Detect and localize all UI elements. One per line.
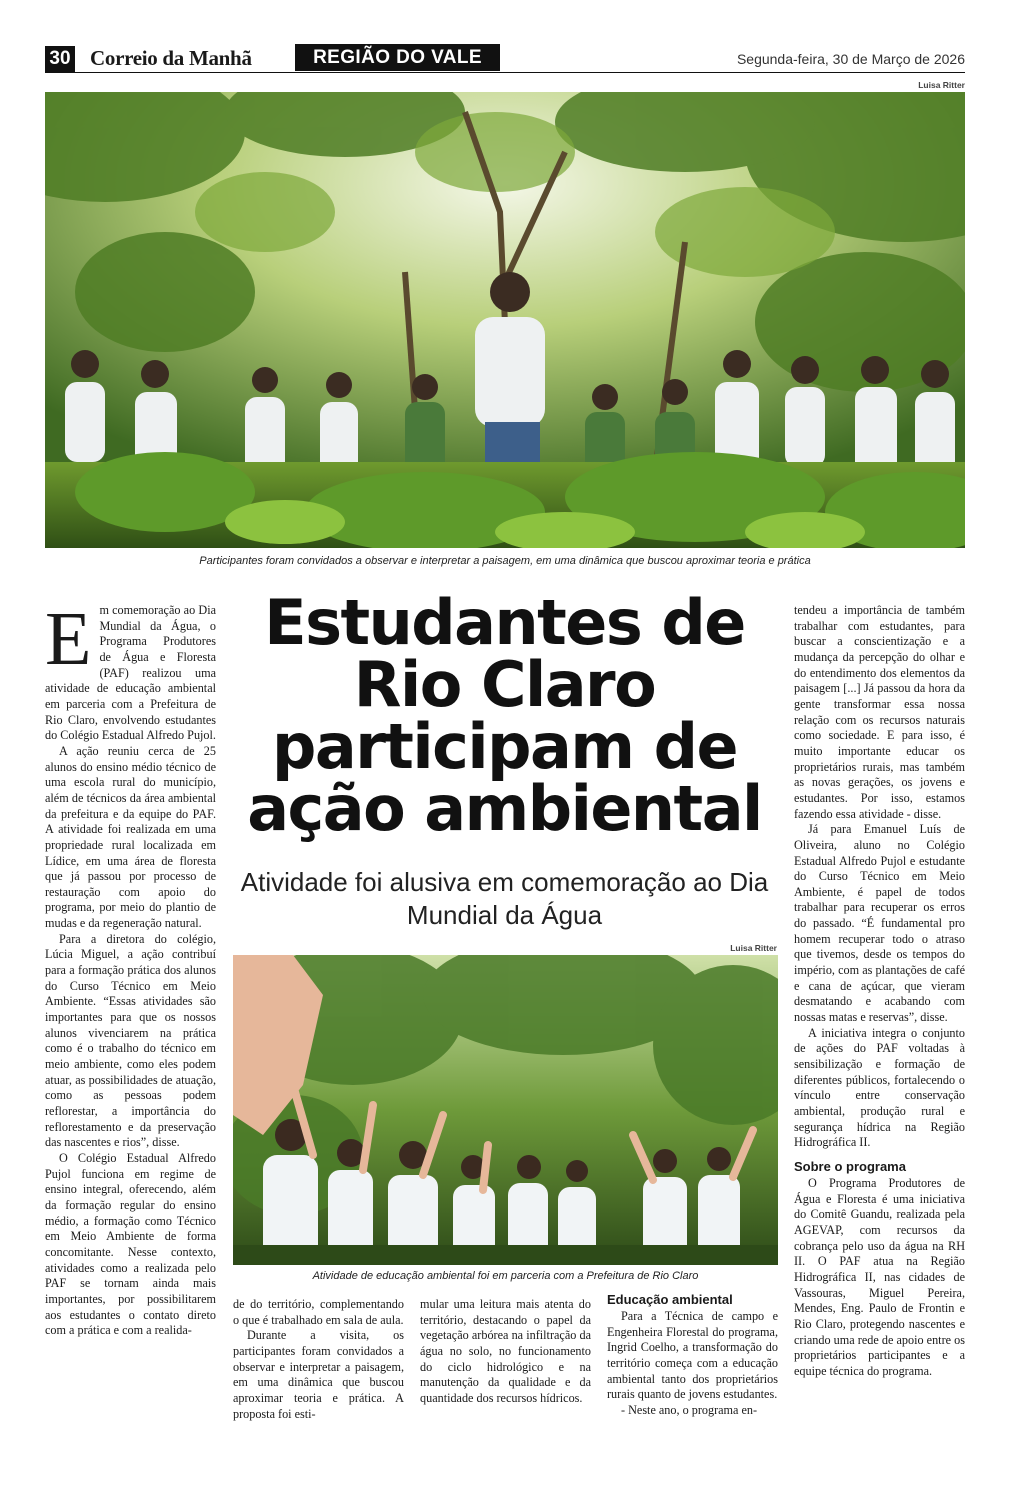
newspaper-name: Correio da Manhã <box>90 46 252 70</box>
paragraph: O Colégio Estadual Alfredo Pujol funciona em regime de ensino integral, oferecendo, além da formação regular do ensino médio, a formação como Técnico em Meio Ambiente de forma concomitante. Nesse contexto, atividades como a realizada pelo PAF se tornam ainda mais importantes, por possibilitarem aos estudantes o contato direto com a prática e com a realida- <box>45 1150 216 1338</box>
top-photo <box>45 92 965 548</box>
top-photo-credit: Luisa Ritter <box>918 80 965 90</box>
paragraph: Para a diretora do colégio, Lúcia Miguel, a ação contribuí para a formação prática dos alunos do Curso Técnico em Meio Ambiente. “Essas atividades são importantes para que os nossos alunos vivenciarem na prática como é o trabalho do técnico em meio ambiente, como eles podem atuar, as possibilidades de atuação, como as pessoas podem reflorestar, a importância do reflorestamento e da preservação das nascentes e rios”, disse. <box>45 931 216 1150</box>
article-column-1 <box>45 597 216 1339</box>
paragraph: O Programa Produtores de Água e Floresta é uma iniciativa do Comitê Guandu, realizada pela AGEVAP, com recursos da cobrança pelo uso da água na RH II. O PAF atua na Região Hidrográfica II, nas cidades de Vassouras, Miguel Pereira, Mendes, Eng. Paulo de Frontin e Rio Claro, protegendo nascentes e criando uma rede de apoio entre os proprietários participantes e a equipe técnica do programa. <box>794 1175 965 1378</box>
header-rule <box>45 72 965 73</box>
issue-date: Segunda-feira, 30 de Março de 2026 <box>736 51 965 67</box>
article-column-2 <box>233 1297 404 1422</box>
paragraph: A ação reuniu cerca de 25 alunos do ensino médio técnico de uma escola rural do município, além de técnicos da área ambiental da prefeitura e da equipe do PAF. A atividade foi realizada em uma propriedade rural localizada em Lídice, em uma área de floresta que já passou por processo de restauração com apoio do programa, por meio do plantio de mudas e da regeneração natural. <box>45 743 216 931</box>
section-label: REGIÃO DO VALE <box>295 44 500 71</box>
paragraph: mular uma leitura mais atenta do território, destacando o papel da vegetação arbórea na infiltração da água no solo, no funcionamento do ciclo hidrológico e na manutenção da qualidade e da quantidade dos recursos hídricos. <box>420 1297 591 1405</box>
paragraph: Durante a visita, os participantes foram convidados a observar e interpretar a paisagem, em uma dinâmica que buscou aproximar teoria e prática. A proposta foi esti- <box>233 1328 404 1421</box>
mid-photo-caption: Atividade de educação ambiental foi em parceria com a Prefeitura de Rio Claro <box>312 1270 699 1282</box>
paragraph: de do território, complementando o que é trabalhado em sala de aula. <box>233 1297 404 1327</box>
article-column-4 <box>607 1292 778 1419</box>
middle-photo <box>233 955 778 1265</box>
section-subtitle: Educação ambiental <box>607 1292 733 1307</box>
top-photo-caption: Participantes foram convidados a observar e interpretar a paisagem, em uma dinâmica que buscou aproximar teoria e prática <box>199 555 811 567</box>
paragraph: tendeu a importância de também trabalhar com estudantes, para buscar a conscientização e a mudança da percepção do olhar e do entendimento dos elementos da paisagem [...] Já passou da hora da gente transformar essa nossa relação com os recursos naturais como sociedade. E para isso, é muito importante educar os proprietários rurais, mas também as novas gerações, os jovens e estudantes. Por isso, estamos fazendo essa atividade - disse. <box>794 603 965 821</box>
paragraph: Já para Emanuel Luís de Oliveira, aluno no Colégio Estadual Alfredo Pujol e estudante do Curso Técnico em Meio Ambiente, é papel de todos trabalhar para recuperar os erros do passado. “É fundamental pro homem recuperar todo o atraso que tivemos, desde os tempos do império, com as plantações de café e cana de açúcar, que vieram desmatando e acabando com nossas matas e reservas”, disse. <box>794 822 965 1025</box>
paragraph: m comemoração ao Dia Mundial da Água, o Programa Produtores de Água e Floresta (PAF) realizou uma atividade de educação ambiental em parceria com a Prefeitura de Rio Claro, envolvendo estudantes do Colégio Estadual Alfredo Pujol. <box>45 603 216 743</box>
section-subtitle: Sobre o programa <box>794 1158 906 1174</box>
article-headline: Estudantes de Rio Claro participam de ação ambiental <box>247 586 762 845</box>
drop-cap: E <box>45 597 92 681</box>
paragraph: A iniciativa integra o conjunto de ações do PAF voltadas à sensibilização e formação de diferentes públicos, fortalecendo o vínculo entre conservação ambiental, produção rural e segurança hídrica na Região Hidrográfica II. <box>794 1025 965 1150</box>
mid-photo-credit: Luisa Ritter <box>730 943 777 953</box>
article-column-5 <box>794 603 965 1380</box>
article-column-3 <box>420 1297 591 1407</box>
paragraph: Para a Técnica de campo e Engenheira Florestal do programa, Ingrid Coelho, a transformação do território começa com a educação ambiental tanto dos proprietários rurais quanto de jovens estudantes. <box>607 1309 778 1402</box>
page-number: 30 <box>45 46 75 72</box>
paragraph: - Neste ano, o programa en- <box>621 1402 758 1417</box>
article-subheadline: Atividade foi alusiva em comemoração ao Dia Mundial da Água <box>240 867 769 930</box>
